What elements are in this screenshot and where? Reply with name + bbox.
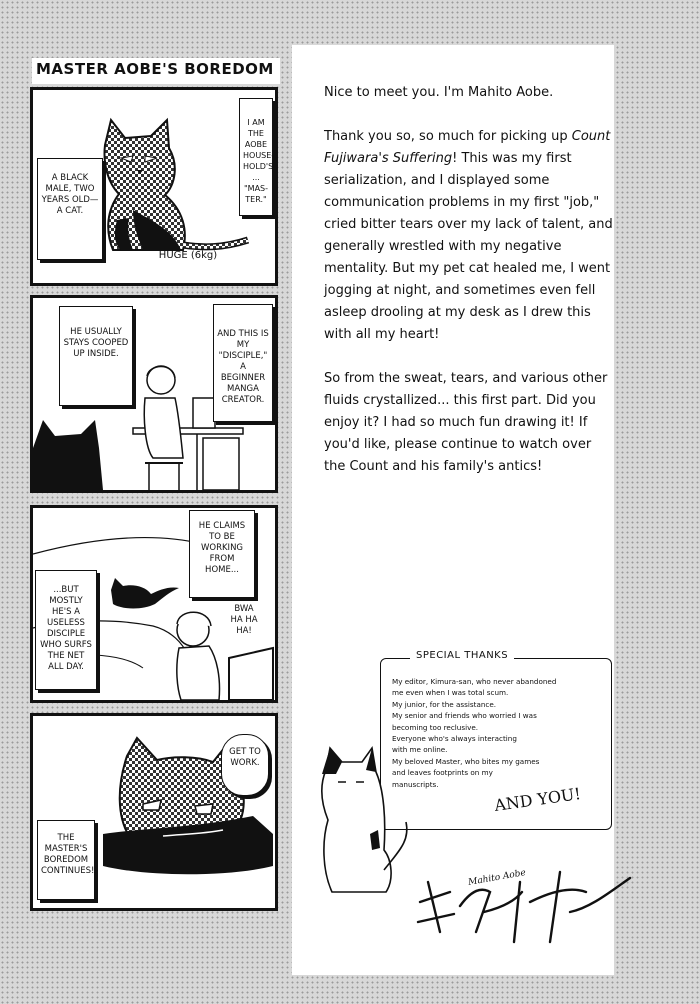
thanks-line: me even when I was total scum. (392, 688, 509, 698)
thanks-line: Everyone who's always interacting (392, 734, 517, 744)
comic-panel-3 (30, 505, 278, 703)
special-thanks-list (392, 676, 607, 790)
caption-working-from-home: HE CLAIMS TO BE WORKING FROM HOME... (189, 510, 255, 598)
afterword-paragraph-thanks (324, 126, 614, 346)
afterword-thanks-intro: Thank you so, so much for picking up (324, 129, 572, 144)
thanks-line: My editor, Kimura-san, who never abandoned (392, 677, 557, 686)
thanks-line: with me online. (392, 745, 448, 755)
special-thanks-title: SPECIAL THANKS (410, 650, 514, 661)
caption-boredom-continues: THE MASTER'S BOREDOM CONTINUES! (37, 820, 95, 900)
comic-panel-4 (30, 713, 278, 911)
caption-cooped-up: HE USUALLY STAYS COOPED UP INSIDE. (59, 306, 133, 406)
thanks-line: My senior and friends who worried I was (392, 711, 537, 721)
speech-get-to-work: GET TO WORK. (221, 734, 269, 796)
afterword-thanks-body: ! This was my first serialization, and I displayed some communication problems in my first "job," cried bitter tears over my lack of talent, and generally wrestled with my negative mentality. But my pet cat healed me, I went jogging at night, and sometimes even fell asleep drooling at my desk as I drew this with all my heart! (324, 151, 613, 342)
thanks-line: and leaves footprints on my (392, 768, 493, 778)
signature-name: Mahito Aobe (467, 868, 527, 888)
afterword-paragraph-closing: So from the sweat, tears, and various other fluids crystallized... this first part. Did you enjoy it? I had so much fun drawing it! If you'd like, please continue to watch over the Count and his family's antics! (324, 371, 608, 474)
thanks-line: becoming too reclusive. (392, 722, 479, 732)
caption-black-male: A BLACK MALE, TWO YEARS OLD—A CAT. (37, 158, 103, 260)
comic-title: MASTER AOBE'S BOREDOM (32, 58, 280, 84)
laugh-sound-effect: BWA HA HA HA! (230, 604, 258, 636)
caption-disciple: AND THIS IS MY "DISCIPLE," A BEGINNER MANGA CREATOR. (213, 304, 273, 422)
series-title: Count Fujiwara's Suffering (324, 129, 611, 166)
caption-useless-disciple: ...BUT MOSTLY HE'S A USELESS DISCIPLE WHO SURFS THE NET ALL DAY. (35, 570, 97, 690)
caption-master: I AM THE AOBE HOUSE-HOLD'S ... "MAS-TER." (239, 98, 273, 216)
thanks-line: My junior, for the assistance. (392, 699, 497, 709)
comic-panel-1 (30, 87, 278, 286)
thanks-line: My beloved Master, who bites my games (392, 756, 540, 766)
thanks-line: manuscripts. (392, 779, 439, 789)
handwritten-signature (410, 862, 640, 952)
and-you-text: AND YOU! (493, 784, 582, 815)
afterword-text (324, 82, 614, 500)
comic-panel-2 (30, 295, 278, 493)
cat-size-label: HUGE (6kg) (158, 250, 218, 261)
white-cat-illustration (310, 730, 420, 910)
afterword-greeting: Nice to meet you. I'm Mahito Aobe. (324, 85, 554, 100)
